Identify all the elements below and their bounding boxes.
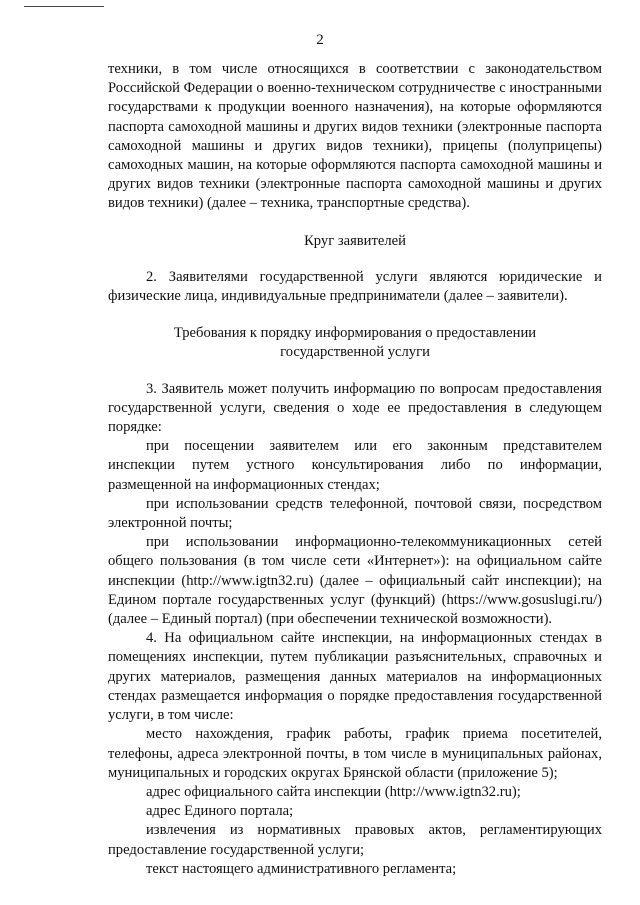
paragraph-3-item-phone: при использовании средств телефонной, почтовой связи, посредством электронной почты; xyxy=(108,495,602,532)
paragraph-4-item-portal: адрес Единого портала; xyxy=(146,803,294,820)
top-rule xyxy=(24,6,104,7)
page-number: 2 xyxy=(316,32,324,48)
paragraph-4-item-text: текст настоящего административного регламента; xyxy=(146,860,457,877)
heading-applicants: Круг заявителей xyxy=(304,232,406,249)
paragraph-continuation: техники, в том числе относящихся в соответствии с законодательством Российской Федерации о военно-техническом сотрудничестве с иностранными государствами к продукции военного назначения), на которые оформляются паспорта самоходной машины и других видов техники (электронные паспорта самоходной машины и других видов техники), прицепы (полуприцепы) самоходных машин, на которые оформляются паспорта самоходной машины и других видов техники (электронные паспорта самоходной машины и других видов техники) (далее – техника, транспортные средства). xyxy=(108,61,602,212)
paragraph-4-item-extracts: извлечения из нормативных правовых актов, регламентирующих предоставление государственной услуги; xyxy=(108,822,602,858)
paragraph-2: 2. Заявителями государственной услуги являются юридические и физические лица, индивидуальные предприниматели (далее – заявители). xyxy=(108,268,602,305)
paragraph-4-item-site: адрес официального сайта инспекции (http://www.igtn32.ru); xyxy=(146,783,521,800)
paragraph-3-item-internet: при использовании информационно-телекоммуникационных сетей общего пользования (в том числе сети «Интернет»): на официальном сайте инспекции (http://www.igtn32.ru) (далее – официальный сайт инспекции); на Едином портале государственных услуг (функций) (https://www.gosuslugi.ru/) (далее – Единый портал) (при обеспечении технической возможности). xyxy=(108,534,602,628)
paragraph-4: 4. На официальном сайте инспекции, на информационных стендах в помещениях инспекции, путем публикации разъяснительных, справочных и других материалов, размещения данных материалов на информационных стендах размещается информация о порядке предоставления государственной услуги, в том числе: xyxy=(108,630,602,724)
paragraph-3: 3. Заявитель может получить информацию по вопросам предоставления государственной услуги, сведения о ходе ее предоставления в следующем порядке: xyxy=(108,380,602,436)
paragraph-3-item-visit: при посещении заявителем или его законным представителем инспекции путем устного консультирования либо по информации, размещенной на информационных стендах; xyxy=(108,438,602,493)
document-body xyxy=(108,60,602,879)
paragraph-4-item-location: место нахождения, график работы, график приема посетителей, телефоны, адреса электронной почты, в том числе в муниципальных районах, муниципальных и городских округах Брянской области (приложение 5); xyxy=(108,726,602,781)
heading-requirements: Требования к порядку информирования о предоставлении государственной услуги xyxy=(173,325,537,361)
